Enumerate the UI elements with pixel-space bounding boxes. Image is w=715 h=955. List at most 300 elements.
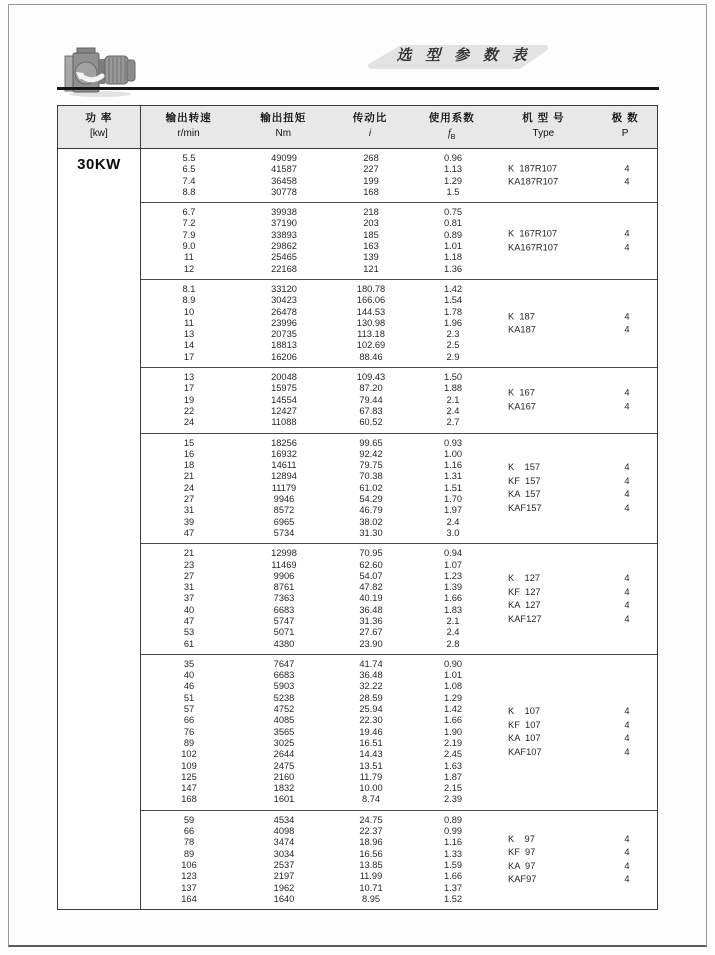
ratio-cell: 11.99 (359, 871, 383, 882)
ratio-cell: 92.42 (359, 448, 383, 459)
torque-cell: 22168 (271, 263, 297, 274)
type-block (495, 572, 659, 626)
poles-cell: 4 (624, 475, 630, 486)
header-rule (57, 87, 659, 90)
factor-cell: 1.42 (443, 283, 463, 294)
poles-cell: 4 (624, 719, 630, 730)
power-column (58, 149, 141, 909)
speed-cell: 8.8 (182, 186, 196, 197)
torque-cell: 12998 (271, 548, 297, 559)
speed-cell: 31 (183, 582, 195, 593)
torque-cell: 11469 (271, 559, 297, 570)
table-row (141, 894, 657, 905)
factor-cell: 3.0 (446, 527, 460, 538)
speed-cell: 47 (183, 615, 195, 626)
factor-cell: 1.90 (443, 726, 463, 737)
factor-cell: 1.39 (443, 582, 463, 593)
speed-cell: 59 (183, 814, 195, 825)
poles-cell: 4 (624, 860, 630, 871)
table-row (141, 284, 657, 295)
torque-cell: 49099 (271, 153, 297, 163)
parameter-group (141, 654, 657, 810)
parameter-groups (141, 149, 657, 909)
model-type-cell: K 167 (508, 387, 535, 398)
poles-cell: 4 (624, 311, 630, 321)
model-type-cell: K 127 (508, 573, 541, 584)
factor-cell: 0.93 (443, 437, 463, 448)
torque-cell: 26478 (271, 306, 297, 317)
ratio-cell: 28.59 (359, 692, 383, 703)
ratio-cell: 10.71 (359, 882, 383, 893)
factor-cell: 2.9 (446, 351, 460, 362)
factor-cell: 2.1 (446, 615, 460, 626)
ratio-cell: 87.20 (359, 383, 383, 394)
poles-cell: 4 (624, 324, 630, 335)
speed-cell: 46 (183, 681, 195, 692)
factor-cell: 1.54 (443, 295, 463, 306)
ratio-cell: 31.30 (359, 527, 383, 538)
speed-cell: 18 (183, 460, 195, 471)
ratio-cell: 113.18 (357, 329, 385, 340)
ratio-cell: 130.98 (356, 317, 386, 328)
factor-cell: 2.4 (446, 516, 460, 527)
poles-cell: 4 (624, 502, 630, 513)
ratio-cell: 139 (363, 252, 379, 263)
torque-cell: 4098 (273, 826, 295, 837)
ratio-cell: 88.46 (359, 351, 383, 362)
torque-cell: 5238 (273, 692, 295, 703)
factor-cell: 1.01 (443, 670, 463, 681)
speed-cell: 16 (183, 448, 195, 459)
speed-cell: 89 (183, 737, 195, 748)
torque-cell: 12894 (271, 471, 297, 482)
speed-cell: 6.7 (182, 207, 196, 218)
model-type-cell: KA 157 (508, 489, 541, 500)
table-row (141, 783, 657, 794)
speed-cell: 9.0 (182, 241, 196, 252)
parameter-group (141, 279, 657, 367)
ratio-cell: 60.52 (359, 417, 383, 428)
torque-cell: 16206 (271, 351, 297, 362)
torque-cell: 37190 (271, 218, 297, 229)
torque-cell: 3025 (273, 737, 295, 748)
factor-cell: 1.42 (443, 704, 463, 715)
poles-cell: 4 (624, 489, 630, 500)
ratio-cell: 27.67 (359, 627, 383, 638)
torque-cell: 11179 (271, 482, 297, 493)
parameter-group (141, 543, 657, 654)
torque-cell: 9906 (273, 570, 295, 581)
torque-cell: 8572 (273, 505, 295, 516)
speed-cell: 168 (181, 794, 197, 805)
poles-cell: 4 (624, 586, 630, 597)
factor-cell: 0.81 (443, 218, 463, 229)
table-header (58, 106, 657, 149)
torque-cell: 6683 (273, 670, 295, 681)
torque-cell: 5747 (273, 615, 295, 626)
ratio-cell: 14.43 (359, 749, 383, 760)
speed-cell: 12 (183, 263, 195, 274)
factor-cell: 1.87 (443, 771, 463, 782)
torque-cell: 3034 (273, 848, 295, 859)
model-type-cell: KF 157 (508, 475, 541, 486)
torque-cell: 1601 (273, 794, 295, 805)
type-block (495, 310, 659, 337)
poles-cell: 4 (624, 573, 630, 584)
ratio-cell: 18.96 (359, 837, 383, 848)
speed-cell: 17 (183, 383, 195, 394)
speed-cell: 15 (183, 437, 195, 448)
factor-cell: 1.07 (443, 559, 463, 570)
factor-subscript: B (450, 134, 456, 141)
ratio-cell: 109.43 (356, 372, 386, 383)
header-torque-cn: 输出扭矩 (260, 112, 307, 124)
table-row (141, 449, 657, 460)
speed-cell: 40 (183, 604, 195, 615)
model-type-cell: KA167R107 (508, 242, 559, 253)
header-factor-unit (410, 126, 494, 145)
speed-cell: 10 (183, 306, 195, 317)
ratio-cell: 31.36 (359, 615, 383, 626)
torque-cell: 7363 (273, 593, 295, 604)
speed-cell: 102 (181, 749, 197, 760)
table-row (141, 693, 657, 704)
torque-cell: 33120 (271, 283, 297, 294)
ratio-cell: 16.56 (359, 848, 383, 859)
factor-cell: 1.29 (443, 175, 463, 186)
speed-cell: 13 (183, 372, 195, 383)
type-block (495, 228, 659, 255)
table-row (141, 670, 657, 681)
speed-cell: 11 (184, 252, 194, 263)
speed-cell: 53 (183, 627, 195, 638)
torque-cell: 11088 (271, 417, 297, 428)
parameter-group (141, 367, 657, 432)
torque-cell: 25465 (271, 252, 297, 263)
ratio-cell: 11.79 (359, 771, 383, 782)
speed-cell: 21 (183, 548, 195, 559)
model-type-cell: KA 97 (508, 860, 536, 871)
speed-cell: 66 (183, 715, 195, 726)
header-output-torque (236, 106, 330, 148)
ratio-cell: 144.53 (356, 306, 386, 317)
factor-cell: 0.89 (443, 814, 463, 825)
speed-cell: 76 (183, 726, 195, 737)
ratio-cell: 180.78 (356, 283, 386, 294)
ratio-cell: 8.74 (361, 794, 381, 805)
factor-cell: 1.29 (443, 692, 463, 703)
title-banner (366, 44, 550, 70)
table-row (141, 815, 657, 826)
torque-cell: 33893 (271, 229, 297, 240)
table-row (141, 207, 657, 218)
ratio-cell: 70.38 (359, 471, 383, 482)
header-factor-cn: 使用系数 (428, 112, 475, 124)
type-block (495, 461, 659, 515)
ratio-cell: 79.75 (359, 460, 383, 471)
torque-cell: 8761 (273, 582, 295, 593)
factor-cell: 2.8 (446, 638, 460, 649)
factor-cell: 2.45 (443, 749, 463, 760)
speed-cell: 8.1 (182, 283, 196, 294)
poles-cell: 4 (624, 746, 630, 757)
speed-cell: 6.5 (182, 164, 196, 175)
header-speed-unit: r/min (177, 128, 200, 139)
factor-cell: 1.50 (443, 372, 463, 383)
ratio-cell: 41.74 (359, 658, 383, 669)
factor-cell: 1.97 (443, 505, 463, 516)
factor-cell: 1.78 (443, 306, 463, 317)
torque-cell: 20735 (271, 329, 297, 340)
factor-cell: 1.08 (443, 681, 463, 692)
parameter-group (141, 202, 657, 279)
factor-cell: 1.52 (443, 893, 463, 904)
speed-cell: 8.9 (182, 295, 196, 306)
factor-cell: 2.1 (446, 394, 460, 405)
parameter-group (141, 810, 657, 909)
table-row (141, 761, 657, 772)
model-type-cell: KA167 (508, 401, 536, 412)
ratio-cell: 102.69 (356, 340, 386, 351)
model-type-cell: K 187 (508, 311, 535, 321)
speed-cell: 164 (181, 893, 197, 904)
torque-cell: 2537 (273, 859, 295, 870)
factor-cell: 1.59 (443, 859, 463, 870)
factor-cell: 1.18 (443, 252, 463, 263)
ratio-cell: 67.83 (359, 405, 383, 416)
factor-cell: 1.88 (443, 383, 463, 394)
ratio-cell: 10.00 (359, 783, 383, 794)
factor-cell: 0.96 (443, 153, 463, 163)
factor-cell: 1.23 (443, 570, 463, 581)
factor-symbol: f (447, 128, 451, 139)
speed-cell: 27 (183, 494, 195, 505)
ratio-cell: 227 (363, 164, 379, 175)
factor-cell: 1.5 (446, 186, 460, 197)
torque-cell: 7647 (273, 658, 295, 669)
factor-cell: 1.66 (443, 871, 463, 882)
factor-cell: 2.4 (446, 405, 460, 416)
ratio-cell: 218 (363, 207, 379, 218)
factor-cell: 2.3 (446, 329, 460, 340)
factor-cell: 1.33 (443, 848, 463, 859)
ratio-cell: 36.48 (359, 670, 383, 681)
model-type-cell: KA187 (508, 324, 536, 335)
ratio-cell: 70.95 (359, 548, 383, 559)
header-ratio-cn: 传动比 (352, 112, 388, 124)
ratio-cell: 54.29 (359, 494, 383, 505)
header-type-cn: 机 型 号 (522, 112, 565, 124)
speed-cell: 27 (183, 570, 195, 581)
torque-cell: 23996 (271, 317, 297, 328)
header-speed-cn: 输出转速 (165, 112, 212, 124)
ratio-cell: 166.06 (356, 295, 386, 306)
type-block (495, 162, 659, 189)
ratio-cell: 25.94 (359, 704, 383, 715)
table-row (141, 528, 657, 539)
torque-cell: 2197 (273, 871, 295, 882)
table-row (141, 295, 657, 306)
model-type-cell: K 157 (508, 462, 541, 473)
table-row (141, 438, 657, 449)
header-poles (593, 106, 657, 148)
ratio-cell: 54.07 (359, 570, 383, 581)
type-block (495, 387, 659, 414)
table-row (141, 639, 657, 650)
ratio-cell: 22.30 (359, 715, 383, 726)
speed-cell: 24 (183, 417, 195, 428)
torque-cell: 6683 (273, 604, 295, 615)
torque-cell: 2475 (273, 760, 295, 771)
factor-cell: 2.5 (446, 340, 460, 351)
factor-cell: 1.00 (443, 448, 463, 459)
table-body (58, 149, 657, 909)
torque-cell: 1962 (273, 882, 295, 893)
ratio-cell: 13.85 (359, 859, 383, 870)
speed-cell: 21 (183, 471, 195, 482)
torque-cell: 30423 (271, 295, 297, 306)
factor-cell: 1.16 (443, 837, 463, 848)
ratio-cell: 16.51 (359, 737, 383, 748)
factor-cell: 2.39 (443, 794, 463, 805)
torque-cell: 16932 (271, 448, 297, 459)
factor-cell: 1.16 (443, 460, 463, 471)
table-row (141, 659, 657, 670)
poles-cell: 4 (624, 600, 630, 611)
poles-cell: 4 (624, 847, 630, 858)
table-row (141, 548, 657, 559)
speed-cell: 23 (183, 559, 195, 570)
speed-cell: 66 (183, 826, 195, 837)
speed-cell: 89 (183, 848, 195, 859)
speed-cell: 125 (181, 771, 197, 782)
table-row (141, 352, 657, 363)
torque-cell: 4085 (273, 715, 295, 726)
speed-cell: 40 (183, 670, 195, 681)
table-row (141, 264, 657, 275)
type-block (495, 833, 659, 887)
ratio-cell: 23.90 (359, 638, 383, 649)
torque-cell: 41587 (271, 164, 297, 175)
torque-cell: 29862 (271, 241, 297, 252)
factor-cell: 1.13 (443, 164, 463, 175)
speed-cell: 109 (181, 760, 197, 771)
ratio-cell: 19.46 (359, 726, 383, 737)
torque-cell: 14554 (271, 394, 297, 405)
page-title: 选 型 参 数 表 (396, 48, 532, 64)
speed-cell: 19 (183, 394, 195, 405)
torque-cell: 15975 (271, 383, 297, 394)
model-type-cell: KAF127 (508, 613, 542, 624)
torque-cell: 12427 (271, 405, 297, 416)
header-ratio (330, 106, 410, 148)
model-type-cell: KA187R107 (508, 176, 559, 187)
factor-cell: 1.70 (443, 494, 463, 505)
speed-cell: 137 (181, 882, 197, 893)
model-type-cell: KAF157 (508, 502, 542, 513)
header-output-speed (141, 106, 237, 148)
ratio-cell: 163 (363, 241, 379, 252)
ratio-cell: 203 (363, 218, 379, 229)
factor-cell: 2.15 (443, 783, 463, 794)
speed-cell: 7.4 (182, 175, 196, 186)
speed-cell: 123 (181, 871, 197, 882)
torque-cell: 6965 (273, 516, 295, 527)
ratio-cell: 62.60 (359, 559, 383, 570)
type-block (495, 705, 659, 759)
factor-cell: 0.89 (443, 229, 463, 240)
factor-cell: 2.7 (446, 417, 460, 428)
table-row (141, 417, 657, 428)
header-poles-cn: 极 数 (611, 112, 639, 124)
selection-table (57, 105, 658, 910)
parameter-group (141, 149, 657, 202)
factor-cell: 1.01 (443, 241, 463, 252)
table-row (141, 681, 657, 692)
torque-cell: 3474 (273, 837, 295, 848)
model-type-cell: KF 107 (508, 719, 541, 730)
model-type-cell: KAF107 (508, 746, 542, 757)
table-row (141, 560, 657, 571)
factor-cell: 1.36 (443, 263, 463, 274)
speed-cell: 13 (183, 329, 195, 340)
speed-cell: 61 (183, 638, 195, 649)
header-torque-unit: Nm (275, 128, 292, 139)
ratio-cell: 38.02 (359, 516, 383, 527)
header-power (58, 106, 141, 148)
speed-cell: 39 (183, 516, 195, 527)
torque-cell: 14611 (271, 460, 297, 471)
model-type-cell: K 187R107 (508, 163, 558, 174)
torque-cell: 5903 (273, 681, 295, 692)
factor-cell: 1.63 (443, 760, 463, 771)
torque-cell: 9946 (273, 494, 295, 505)
torque-cell: 36458 (271, 175, 297, 186)
speed-cell: 37 (183, 593, 195, 604)
factor-cell: 1.83 (443, 604, 463, 615)
torque-cell: 2644 (273, 749, 295, 760)
poles-cell: 4 (624, 833, 630, 844)
header-model-type (494, 106, 594, 148)
poles-cell: 4 (624, 163, 630, 174)
speed-cell: 5.5 (182, 153, 196, 163)
ratio-cell: 36.48 (359, 604, 383, 615)
speed-cell: 47 (183, 527, 195, 538)
factor-cell: 0.90 (443, 658, 463, 669)
torque-cell: 5734 (273, 527, 295, 538)
factor-cell: 0.99 (443, 826, 463, 837)
poles-cell: 4 (624, 387, 630, 398)
ratio-cell: 8.95 (361, 893, 381, 904)
ratio-cell: 199 (363, 175, 379, 186)
ratio-cell: 32.22 (359, 681, 383, 692)
poles-cell: 4 (624, 242, 630, 253)
ratio-cell: 40.19 (359, 593, 383, 604)
poles-cell: 4 (624, 733, 630, 744)
torque-cell: 2160 (273, 771, 295, 782)
header-service-factor (410, 106, 494, 148)
poles-cell: 4 (624, 706, 630, 717)
ratio-cell: 61.02 (359, 482, 383, 493)
ratio-cell: 268 (363, 153, 379, 163)
ratio-cell: 22.37 (359, 826, 383, 837)
speed-cell: 14 (183, 340, 195, 351)
header-power-cn: 功 率 (85, 112, 113, 124)
poles-cell: 4 (624, 613, 630, 624)
model-type-cell: KAF97 (508, 874, 537, 885)
speed-cell: 147 (181, 783, 197, 794)
ratio-cell: 13.51 (359, 760, 383, 771)
